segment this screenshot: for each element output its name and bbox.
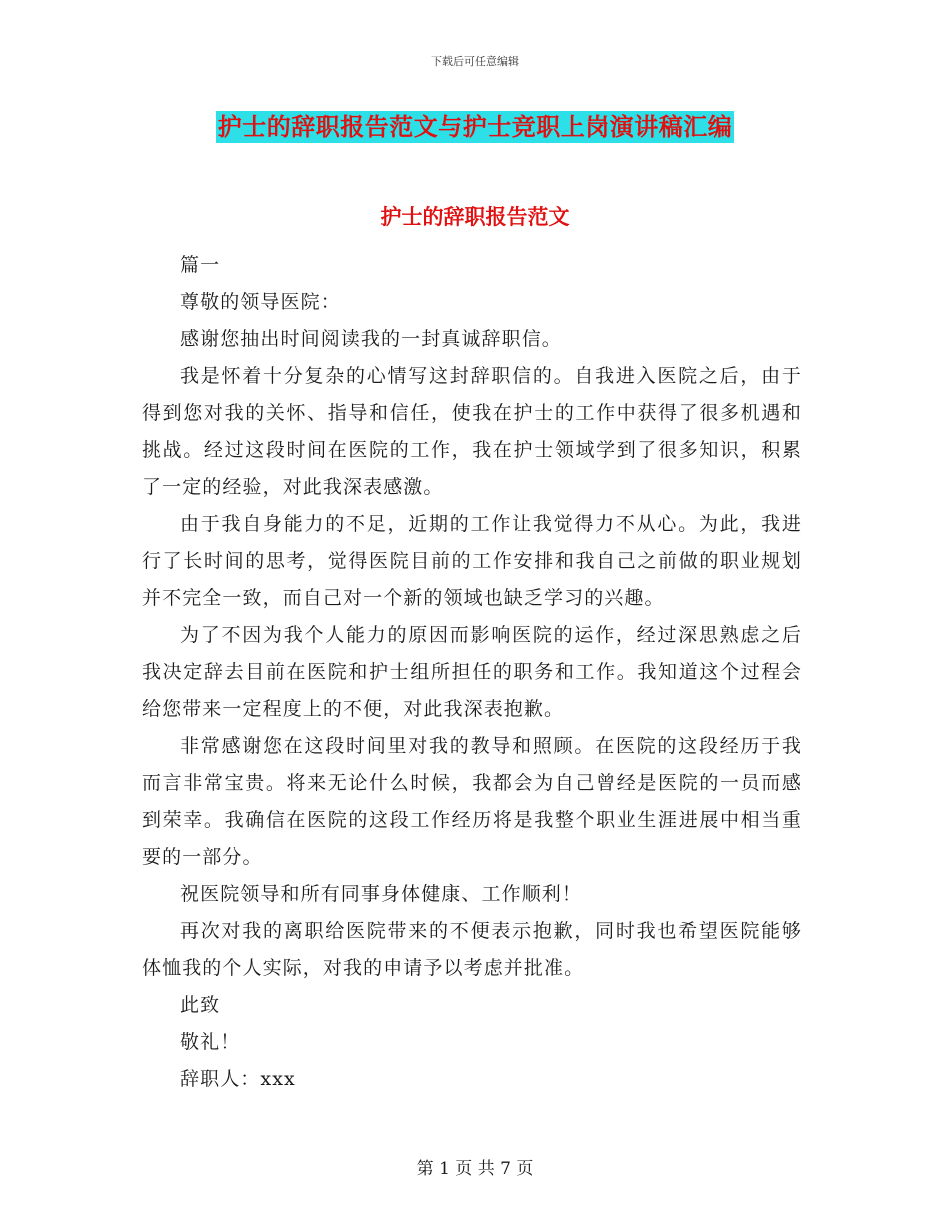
- section-title: 护士的辞职报告范文: [380, 204, 570, 229]
- main-title-container: [0, 111, 950, 143]
- page-number-footer: 第 1 页 共 7 页: [416, 1159, 534, 1179]
- paragraph: 为了不因为我个人能力的原因而影响医院的运作，经过深思熟虑之后我决定辞去目前在医院和护士组所担任的职务和工作。我知道这个过程会给您带来一定程度上的不便，对此我深表抱歉。: [142, 624, 802, 720]
- body-text: [142, 247, 802, 1098]
- paragraph-closing: 此致: [180, 994, 221, 1016]
- paragraph-signature: 辞职人：xxx: [180, 1068, 296, 1090]
- main-title: 护士的辞职报告范文与护士竞职上岗演讲稿汇编: [217, 112, 733, 141]
- paragraph: 我是怀着十分复杂的心情写这封辞职信的。自我进入医院之后，由于得到您对我的关怀、指导和信任，使我在护士的工作中获得了很多机遇和挑战。经过这段时间在医院的工作，我在护士领域学到了很多知识，积累了一定的经验，对此我深表感激。: [142, 365, 802, 498]
- paragraph: 感谢您抽出时间阅读我的一封真诚辞职信。: [180, 328, 562, 350]
- paragraph-regards: 敬礼！: [180, 1031, 241, 1053]
- header-note: 下载后可任意编辑: [431, 55, 519, 68]
- paragraph: 祝医院领导和所有同事身体健康、工作顺利！: [180, 883, 583, 905]
- paragraph: 由于我自身能力的不足，近期的工作让我觉得力不从心。为此，我进行了长时间的思考，觉得医院目前的工作安排和我自己之前做的职业规划并不完全一致，而自己对一个新的领域也缺乏学习的兴趣。: [142, 513, 802, 609]
- paragraph: 非常感谢您在这段时间里对我的教导和照顾。在医院的这段经历于我而言非常宝贵。将来无论什么时候，我都会为自己曾经是医院的一员而感到荣幸。我确信在医院的这段工作经历将是我整个职业生涯进展中相当重要的一部分。: [142, 735, 802, 868]
- paragraph-salutation: 尊敬的领导医院：: [180, 291, 341, 313]
- paragraph: 再次对我的离职给医院带来的不便表示抱歉，同时我也希望医院能够体恤我的个人实际，对我的申请予以考虑并批准。: [142, 920, 802, 979]
- paragraph-section-label: 篇一: [180, 254, 221, 276]
